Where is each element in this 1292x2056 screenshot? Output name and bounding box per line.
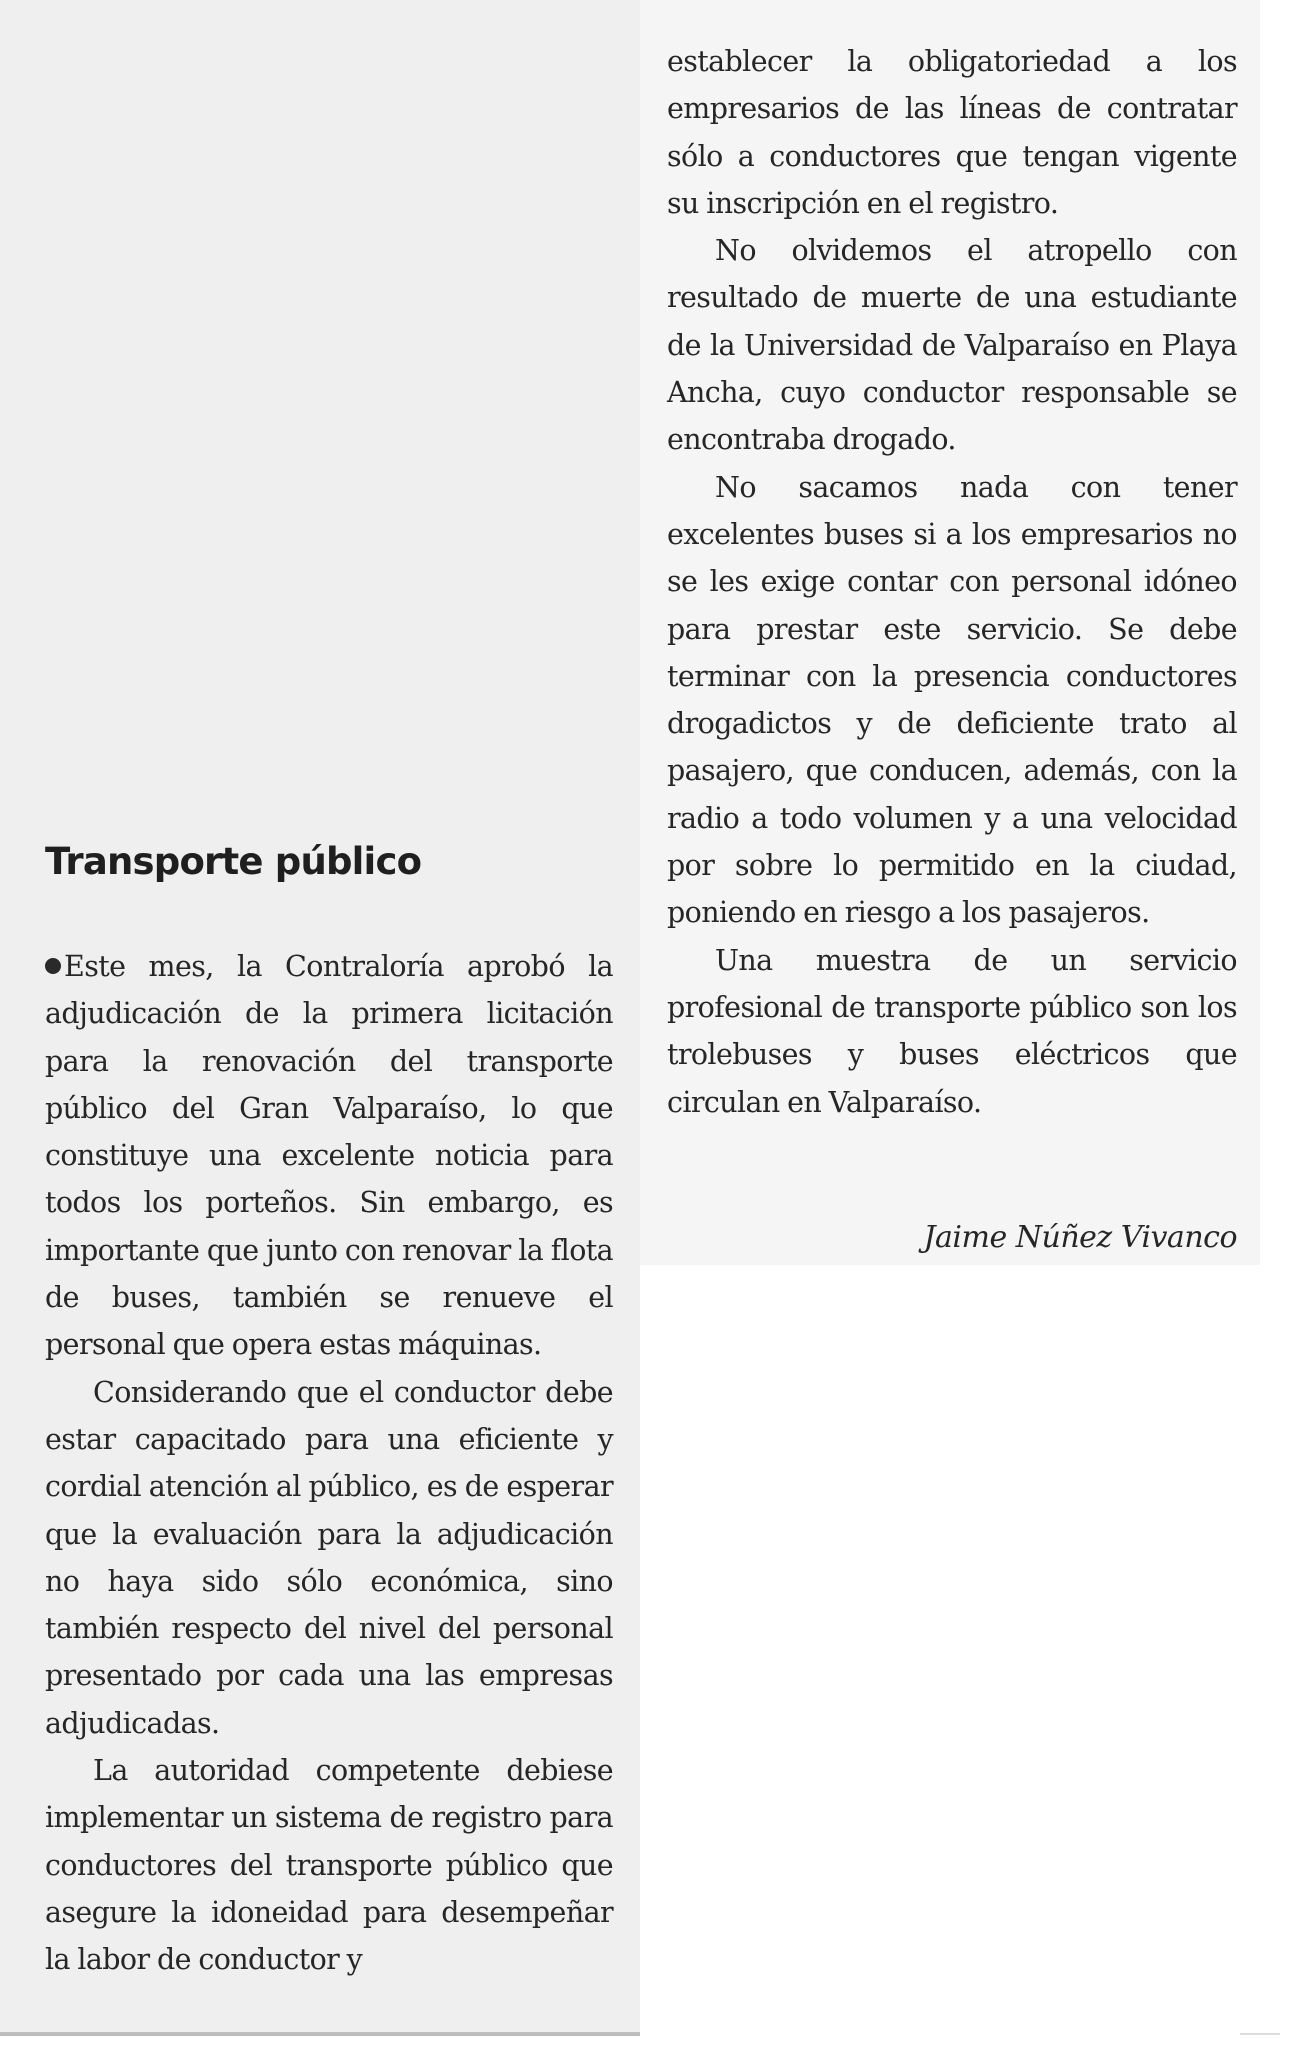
bullet-icon [45, 958, 61, 974]
bottom-divider [0, 2032, 640, 2036]
paragraph: Una muestra de un servicio profesional de transporte público son los trolebuses y buses eléctricos que circulan en Valparaíso. [667, 943, 1237, 1119]
paragraph: establecer la obligatoriedad a los empresarios de las líneas de contratar sólo a conductores que tengan vigente su inscripción en el registro. [667, 45, 1237, 220]
paragraph-text: Este mes, la Contraloría aprobó la adjudicación de la primera licitación para la renovación del transporte público del Gran Valparaíso, lo que constituye una excelente noticia para todos los porteños. Sin embargo, es importante que junto con renovar la flota de buses, también se renueve el personal que opera estas máquinas. [45, 950, 613, 1362]
paragraph: No olvidemos el atropello con resultado de muerte de una estudiante de la Universidad de Valparaíso en Playa Ancha, cuyo conductor responsable se encontraba drogado. [667, 234, 1237, 457]
right-column [667, 38, 1237, 1126]
left-column [45, 943, 613, 1984]
paragraph: Considerando que el conductor debe estar capacitado para una eficiente y cordial atención al público, es de esperar que la evaluación para la adjudicación no haya sido sólo económica, sino también respecto del nivel del personal presentado por cada una las empresas adjudicadas. [45, 1375, 613, 1740]
bottom-divider-right [1240, 2033, 1280, 2035]
paragraph [45, 943, 613, 1369]
author-signature: Jaime Núñez Vivanco [923, 1220, 1237, 1255]
paragraph: La autoridad competente debiese implementar un sistema de registro para conductores del transporte público que asegure la idoneidad para desempeñar la labor de conductor y [45, 1754, 613, 1977]
paragraph: No sacamos nada con tener excelentes buses si a los empresarios no se les exige contar con personal idóneo para prestar este servicio. Se debe terminar con la presencia conductores drogadictos y de deficiente trato al pasajero, que conducen, además, con la radio a todo volumen y a una velocidad por sobre lo permitido en la ciudad, poniendo en riesgo a los pasajeros. [667, 470, 1237, 930]
article-title: Transporte público [45, 840, 422, 883]
